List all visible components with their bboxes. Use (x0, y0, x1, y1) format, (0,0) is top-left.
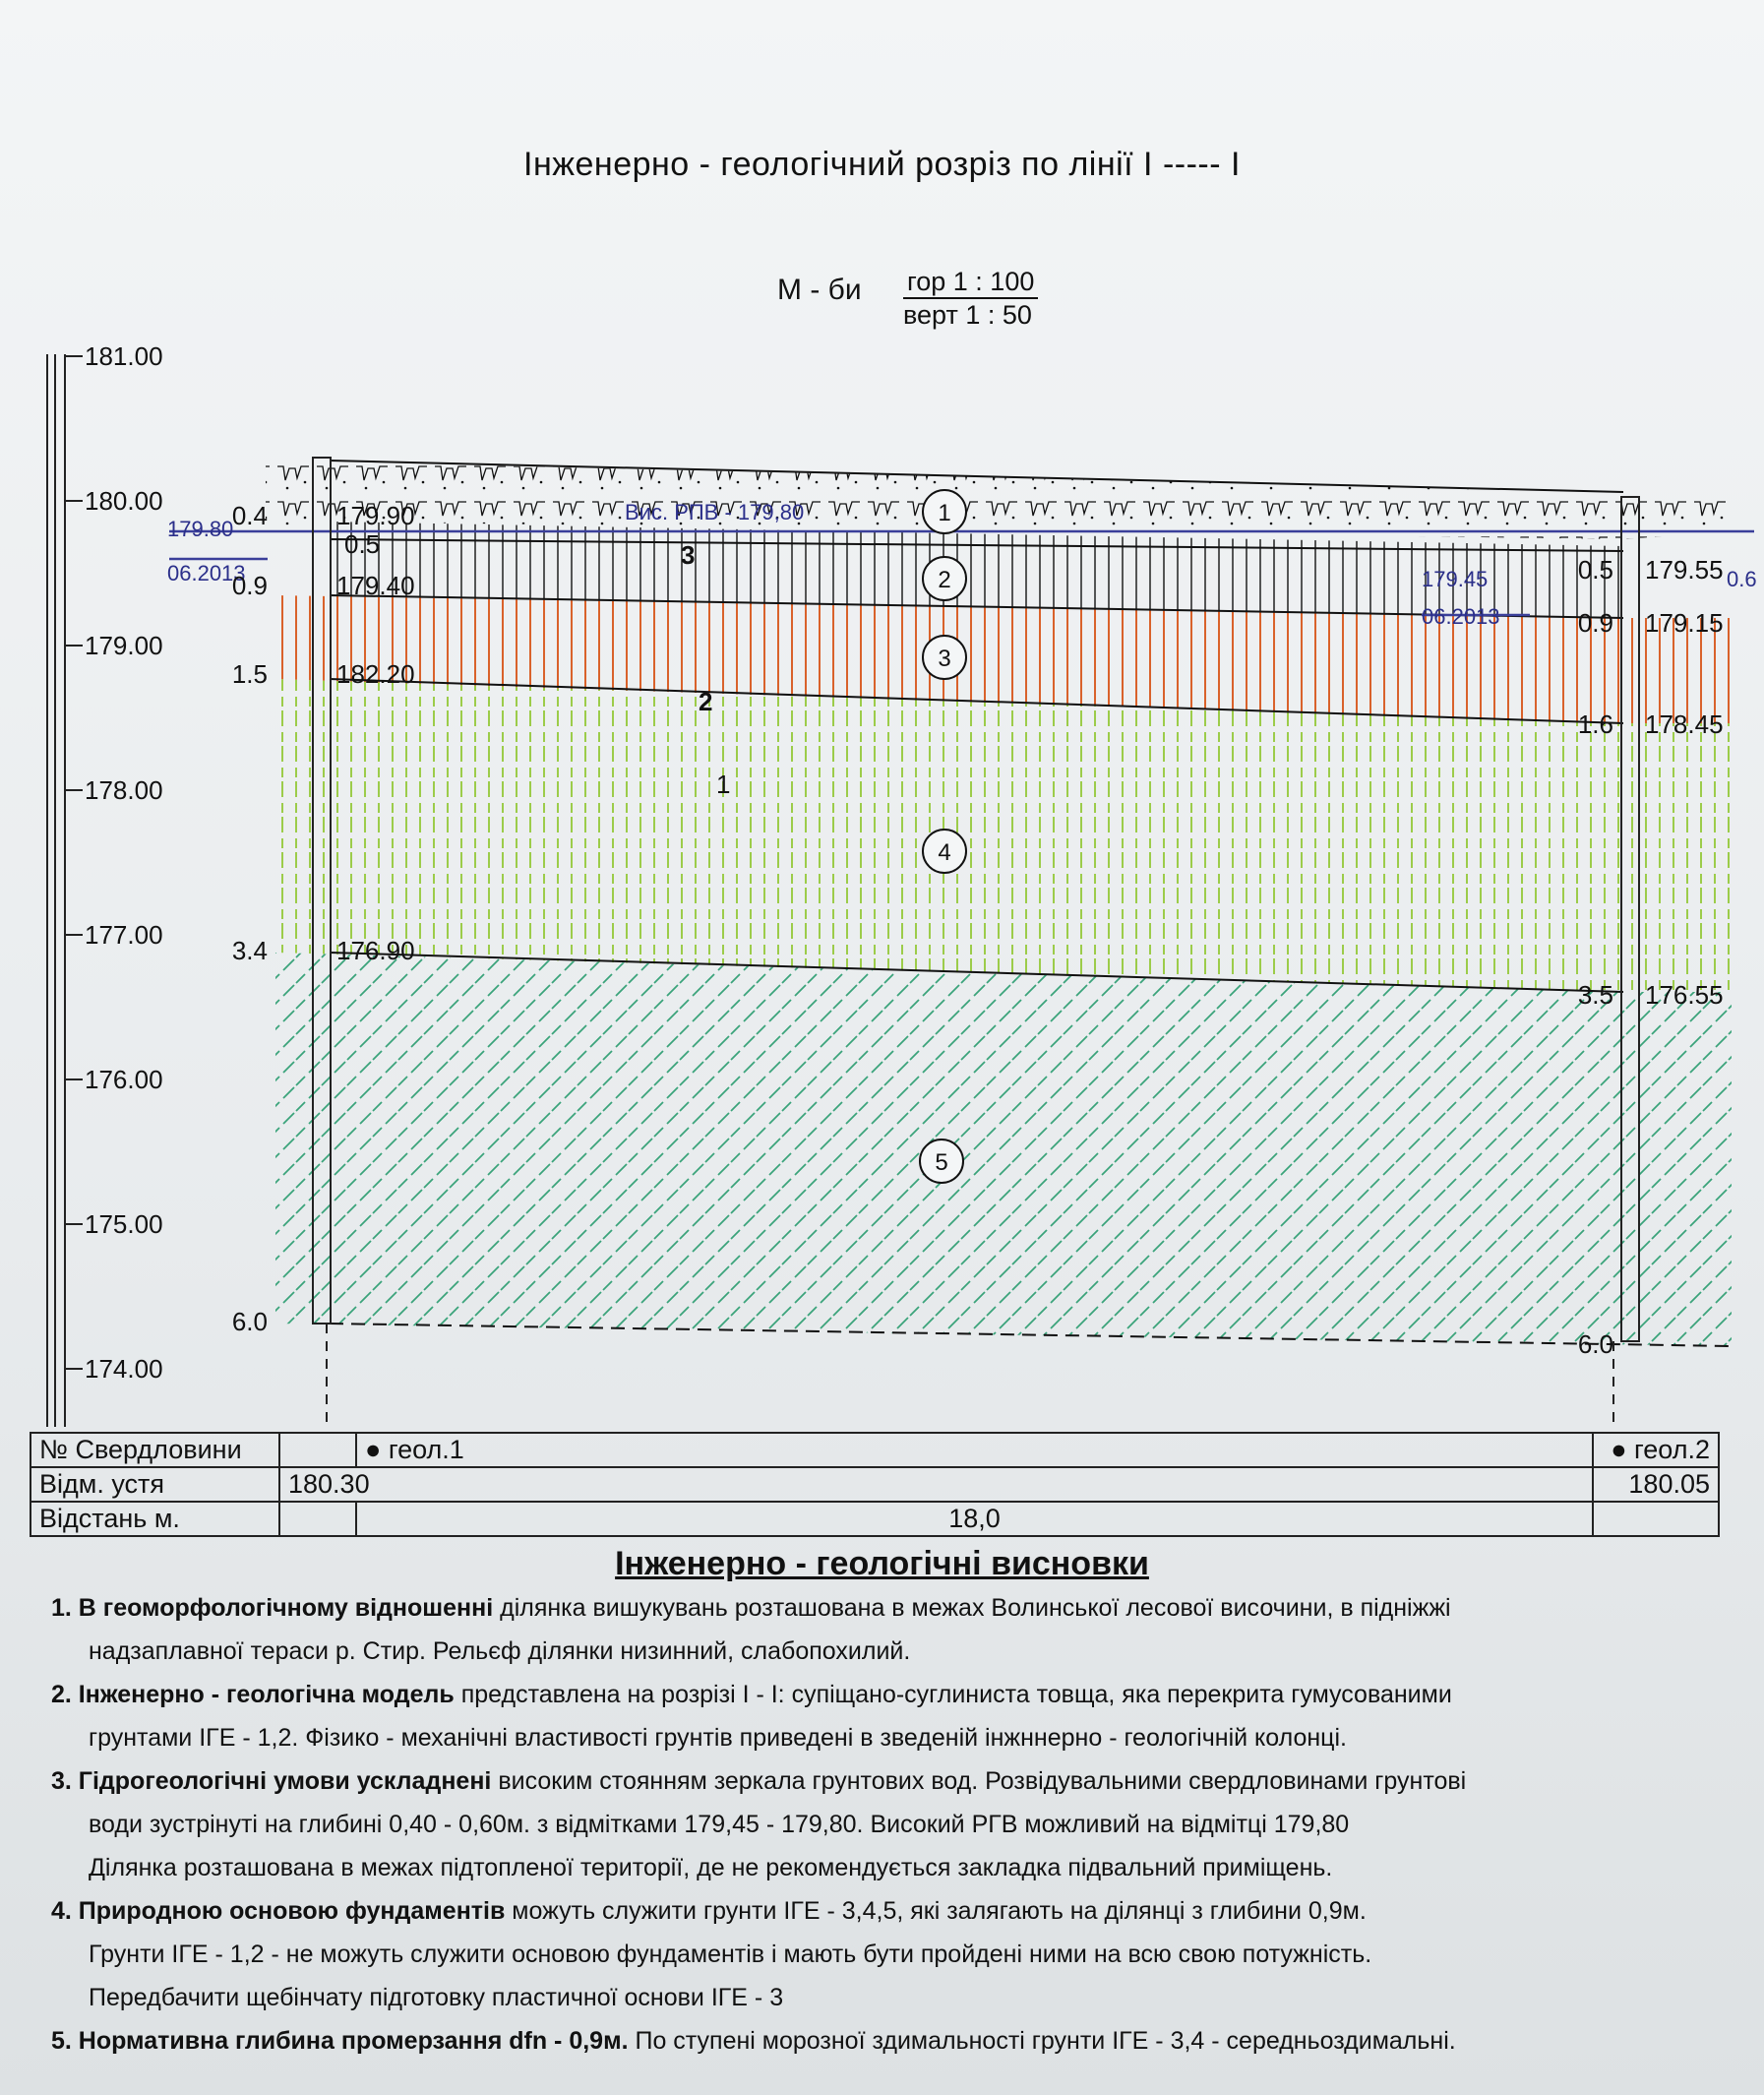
right-elevation: 179.55 (1645, 555, 1724, 585)
table-row (30, 1467, 1719, 1502)
water-level-label: Вис. РПВ - 179,80 (625, 500, 805, 524)
axis-tick-label: 174.00 (85, 1354, 163, 1384)
conclusion-text: По ступені морозної здимальності грунти ІГЕ - 3,4 - середньоздимальні. (628, 2027, 1456, 2055)
water-right-depth: 0.6 (1727, 567, 1757, 591)
right-elevation: 176.55 (1645, 980, 1724, 1010)
left-elevation: 176.90 (336, 936, 415, 965)
conclusion-continuation: Передбачити щебінчату підготовку пластичної основи ІГЕ - 3 (89, 1984, 784, 2011)
layer-number: 2 (938, 567, 951, 593)
table-cell (279, 1502, 356, 1536)
axis-tick-label: 177.00 (85, 920, 163, 950)
table-cell (1593, 1433, 1719, 1467)
row-label: № Свердловини (30, 1433, 279, 1467)
right-depth: 1.6 (1577, 709, 1613, 739)
conclusion-heading: 2. Інженерно - геологічна модель (51, 1681, 455, 1708)
axis-tick-label: 181.00 (85, 341, 163, 371)
conclusion-heading: 5. Нормативна глибина промерзання dfn - 0,9м. (51, 2027, 629, 2055)
right-depth: 6.0 (1577, 1329, 1613, 1359)
conclusions-title: Інженерно - геологічні висновки (615, 1545, 1149, 1582)
layer-number: 5 (935, 1149, 948, 1176)
layer-5-fill (275, 953, 1732, 1346)
section-title: Інженерно - геологічний розріз по лінії І ----- І (523, 146, 1241, 183)
bore1-name: геол.1 (388, 1435, 464, 1464)
axis-tick-label: 180.00 (85, 486, 163, 516)
left-depth: 6.0 (231, 1307, 268, 1336)
borehole-table (30, 1432, 1720, 1537)
water-right-elevation: 179.45 (1422, 567, 1489, 591)
conclusion-continuation: Ділянка розташована в межах підтопленої території, де не рекомендується закладка підвальний приміщень. (89, 1854, 1333, 1881)
conclusion-continuation: грунтами ІГЕ - 1,2. Фізико - механічні властивості грунтів приведені в зведеній інжннерно - геологічній колонці. (89, 1724, 1348, 1752)
left-elevation: 182.20 (336, 659, 415, 689)
borehole-icon: ● (365, 1435, 382, 1464)
axis-tick-label: 178.00 (85, 775, 163, 805)
conclusion-continuation: Грунти ІГЕ - 1,2 - не можуть служити основою фундаментів і мають бути пройдені ними на всю свою потужність. (89, 1941, 1372, 1968)
left-depth: 1.5 (231, 659, 268, 689)
left-depth: 0.4 (231, 501, 268, 530)
right-elevation: 179.15 (1645, 608, 1724, 638)
row-label: Відм. устя (30, 1467, 279, 1502)
table-row (30, 1502, 1719, 1536)
conclusion-item (51, 1759, 1724, 1803)
bore2-name: геол.2 (1634, 1435, 1710, 1464)
layer-number: 1 (938, 500, 951, 526)
right-depth: 0.9 (1577, 608, 1613, 638)
conclusion-heading: 4. Природною основою фундаментів (51, 1897, 506, 1925)
conclusion-text: представлена на розрізі І - І: супіщано-суглиниста товща, яка перекрита гумусованими (454, 1681, 1452, 1708)
right-elevation: 178.45 (1645, 709, 1724, 739)
layer-number: 4 (938, 839, 951, 866)
right-depth: 0.5 (1577, 555, 1613, 585)
elevation-ticks (65, 341, 163, 1384)
water-left-depth: 0.5 (344, 529, 381, 559)
stray-label: 1 (716, 770, 731, 799)
left-depth: 3.4 (231, 936, 268, 965)
stray-label: 2 (699, 687, 713, 716)
conclusion-heading: 3. Гідрогеологічні умови ускладнені (51, 1767, 492, 1795)
conclusion-item (51, 1586, 1724, 1630)
bore2-mouth: 180.05 (1593, 1467, 1719, 1502)
water-right-date: 06.2013 (1422, 604, 1500, 629)
layer-number: 3 (938, 646, 951, 672)
elevation-axis (47, 354, 65, 1427)
horizontal-scale: гор 1 : 100 (903, 266, 1038, 299)
table-cell (356, 1433, 1593, 1467)
table-cell (1593, 1502, 1719, 1536)
conclusion-text: можуть служити грунти ІГЕ - 3,4,5, які залягають на ділянці з глибини 0,9м. (505, 1897, 1367, 1925)
scale-label: М - би (777, 274, 862, 306)
conclusion-continuation: води зустрінуті на глибині 0,40 - 0,60м. з відмітками 179,45 - 179,80. Високий РГВ можливий на відмітці 179,80 (89, 1811, 1350, 1838)
bore1-mouth: 180.30 (279, 1467, 1593, 1502)
conclusion-text: високим стоянням зеркала грунтових вод. Розвідувальними свердловинами грунтові (491, 1767, 1467, 1795)
conclusion-text: ділянка вишукувань розташована в межах Волинської лесової височини, в підніжжі (493, 1594, 1451, 1622)
axis-tick-label: 175.00 (85, 1209, 163, 1239)
stray-label: 3 (681, 540, 696, 570)
table-row (30, 1433, 1719, 1467)
left-elevation: 179.90 (336, 501, 415, 530)
conclusion-item (51, 1889, 1724, 1933)
borehole-icon: ● (1611, 1435, 1627, 1464)
row-label: Відстань м. (30, 1502, 279, 1536)
conclusion-item (51, 2019, 1724, 2063)
left-depth: 0.9 (231, 571, 268, 600)
table-cell (279, 1433, 356, 1467)
conclusion-item (51, 1673, 1724, 1716)
water-left-date: 06.2013 (167, 561, 246, 585)
conclusion-heading: 1. В геоморфологічному відношенні (51, 1594, 494, 1622)
layer-4-fill (275, 679, 1732, 992)
conclusions-list (51, 1586, 1724, 2063)
vertical-scale: верт 1 : 50 (903, 300, 1032, 330)
left-elevation: 179.40 (336, 571, 415, 600)
water-left-elevation: 179.80 (167, 517, 234, 541)
conclusion-continuation: надзаплавної тераси р. Стир. Рельєф ділянки низинний, слабопохилий. (89, 1637, 911, 1665)
left-borehole-depths (232, 501, 268, 1336)
right-depth: 3.5 (1577, 980, 1613, 1010)
distance: 18,0 (356, 1502, 1593, 1536)
axis-tick-label: 179.00 (85, 631, 163, 660)
axis-tick-label: 176.00 (85, 1065, 163, 1094)
